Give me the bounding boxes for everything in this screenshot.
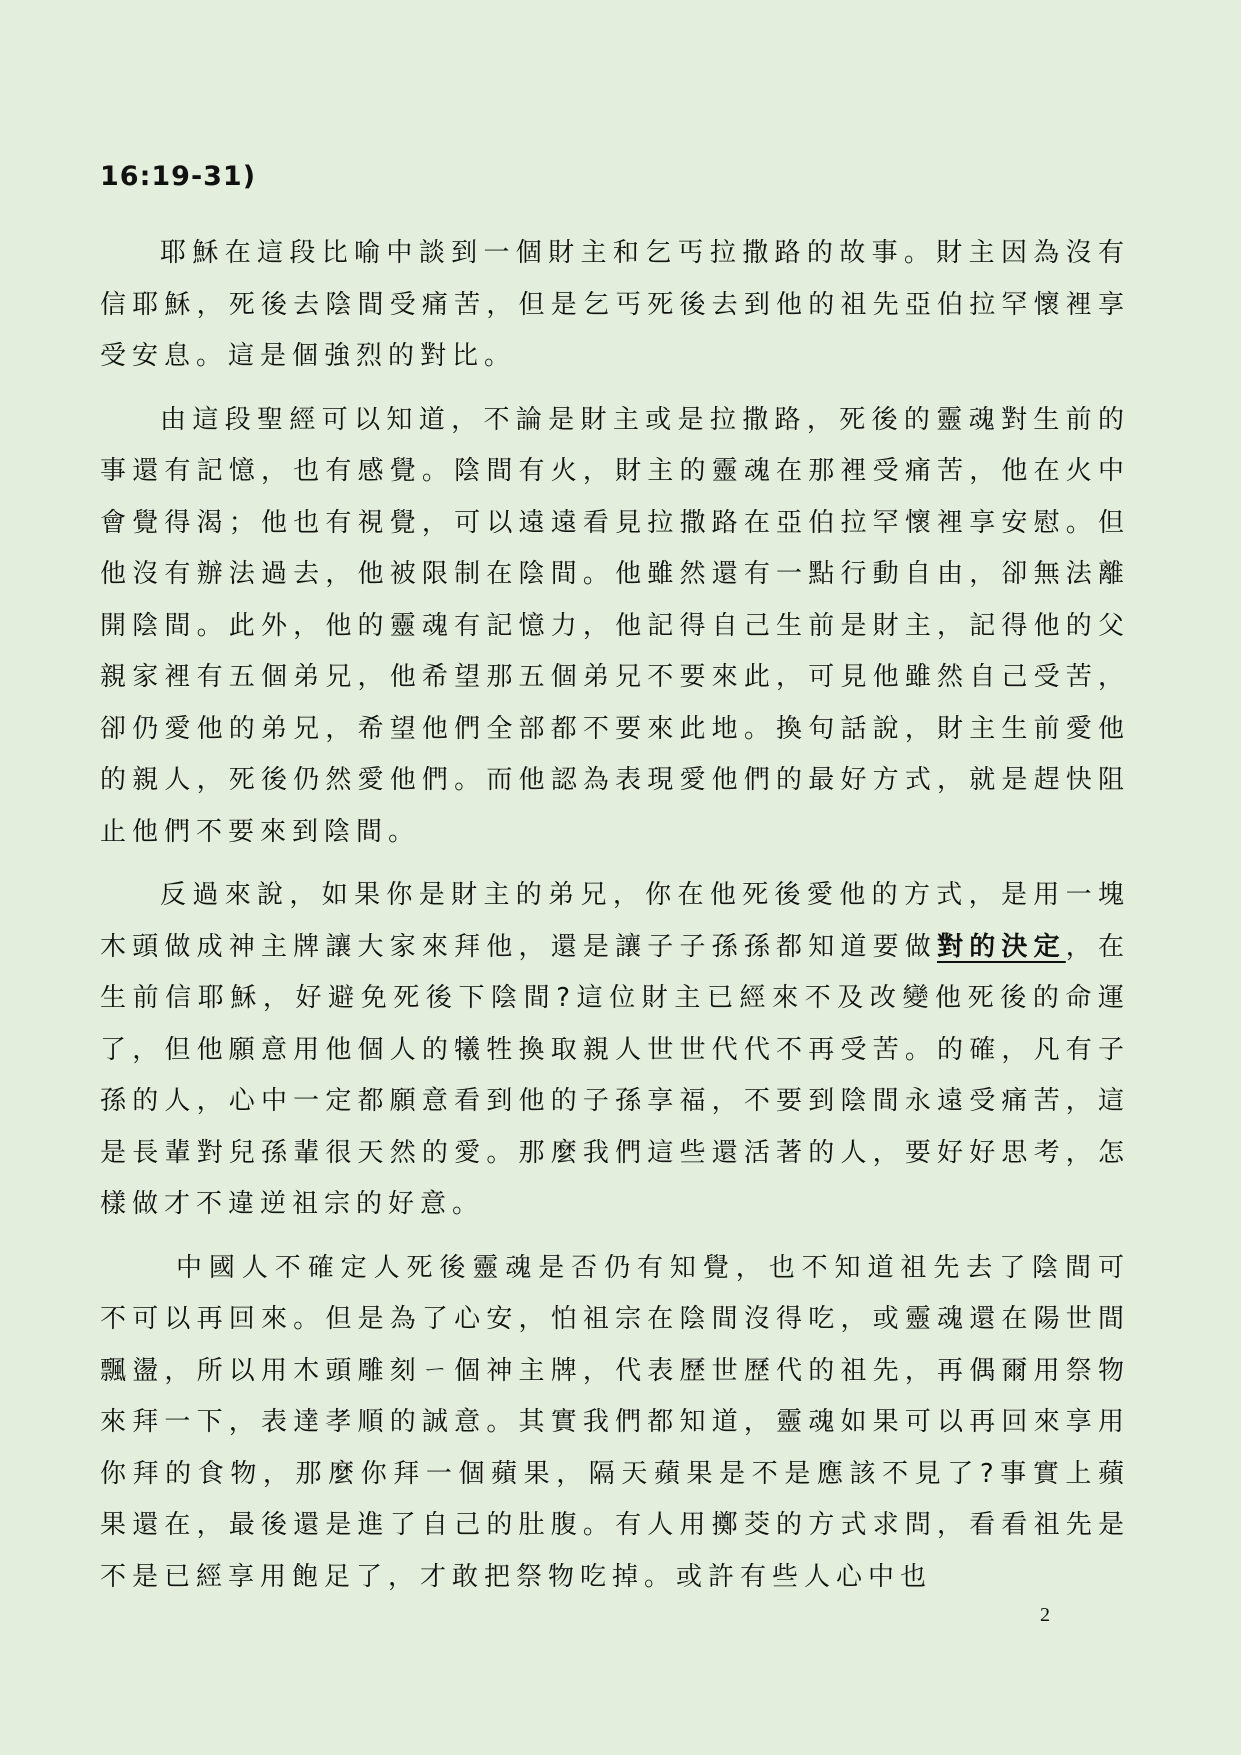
page-number: 2 [1040,1604,1050,1626]
paragraph-3 [100,870,1130,1231]
scripture-reference: 16:19-31) [100,161,257,192]
paragraph-4: 中國人不確定人死後靈魂是否仍有知覺，也不知道祖先去了陰間可不可以再回來。但是為了心安，怕祖宗在陰間沒得吃，或靈魂還在陽世間飄盪，所以用木頭雕刻ㄧ個神主牌，代表歷世歷代的祖先，再偶爾用祭物來拜一下，表達孝順的誠意。其實我們都知道，靈魂如果可以再回來享用你拜的食物，那麼你拜一個蘋果，隔天蘋果是不是應該不見了?事實上蘋果還在，最後還是進了自己的肚腹。有人用擲茭的方式求問，看看祖先是不是已經享用飽足了，才敢把祭物吃掉。或許有些人心中也 [100,1252,1130,1592]
emphasis-text: 對的決定 [937,931,1066,962]
paragraph-1: 耶穌在這段比喻中談到一個財主和乞丐拉撒路的故事。財主因為沒有信耶穌，死後去陰間受痛苦，但是乞丐死後去到他的祖先亞伯拉罕懷裡享受安息。這是個強烈的對比。 [100,238,1130,371]
document-page [100,150,1130,1615]
paragraph-2: 由這段聖經可以知道，不論是財主或是拉撒路，死後的靈魂對生前的事還有記憶，也有感覺。陰間有火，財主的靈魂在那裡受痛苦，他在火中會覺得渴；他也有視覺，可以遠遠看見拉撒路在亞伯拉罕懷裡享安慰。但他沒有辦法過去，他被限制在陰間。他雖然還有一點行動自由，卻無法離開陰間。此外，他的靈魂有記憶力，他記得自己生前是財主，記得他的父親家裡有五個弟兄，他希望那五個弟兄不要來此，可見他雖然自己受苦，卻仍愛他的弟兄，希望他們全部都不要來此地。換句話說，財主生前愛他的親人，死後仍然愛他們。而他認為表現愛他們的最好方式，就是趕快阻止他們不要來到陰間。 [100,404,1130,847]
paragraph-3-text-before: 反過來說，如果你是財主的弟兄，你在他死後愛他的方式，是用一塊木頭做成神主牌讓大家來拜他，還是讓子子孫孫都知道要做 [100,880,1130,962]
paragraph-3-text-after: ，在生前信耶穌，好避免死後下陰間?這位財主已經來不及改變他死後的命運了，但他願意用他個人的犧牲換取親人世世代代不再受苦。的確，凡有子孫的人，心中一定都願意看到他的子孫享福，不要到陰間永遠受痛苦，這是長輩對兒孫輩很天然的愛。那麼我們這些還活著的人，要好好思考，怎樣做才不違逆祖宗的好意。 [100,931,1130,1219]
